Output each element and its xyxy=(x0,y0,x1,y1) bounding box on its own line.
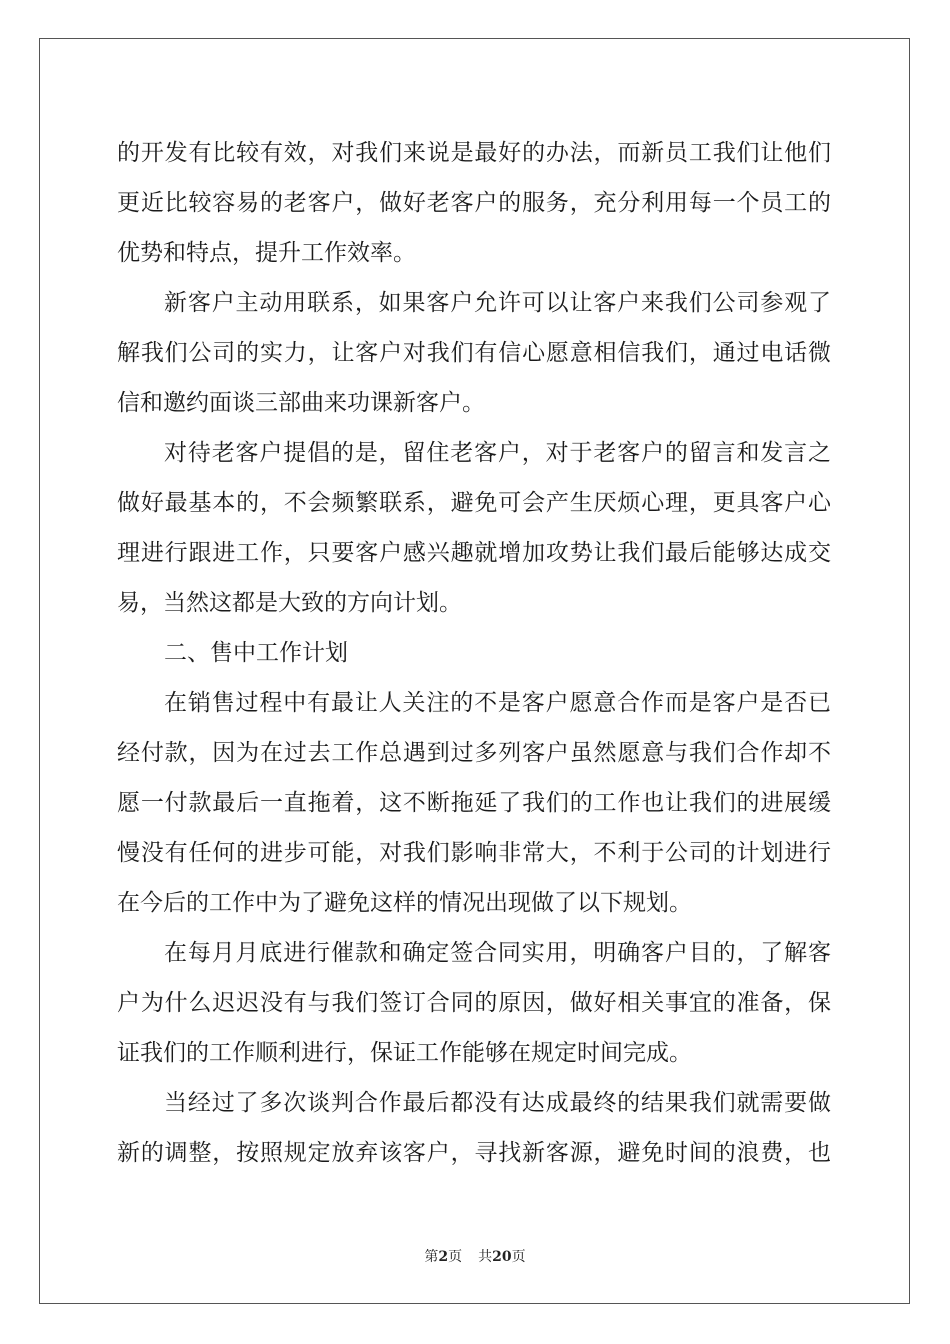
text-line: 二、售中工作计划 xyxy=(164,640,348,666)
text-line: 做好最基本的，不会频繁联系，避免可会产生厌烦心理，更具客户心 xyxy=(117,490,831,516)
text-line: 在每月月底进行催款和确定签合同实用，明确客户目的，了解客 xyxy=(164,940,831,966)
text-line: 户为什么迟迟没有与我们签订合同的原因，做好相关事宜的准备，保 xyxy=(117,990,831,1016)
text-line: 易，当然这都是大致的方向计划。 xyxy=(117,590,462,616)
text-line: 证我们的工作顺利进行，保证工作能够在规定时间完成。 xyxy=(117,1040,692,1066)
text-line: 对待老客户提倡的是，留住老客户，对于老客户的留言和发言之 xyxy=(164,440,831,466)
text-line: 的开发有比较有效，对我们来说是最好的办法，而新员工我们让他们 xyxy=(117,140,831,166)
footer-total-prefix: 共 xyxy=(478,1249,493,1265)
text-line: 优势和特点，提升工作效率。 xyxy=(117,240,416,266)
text-line: 当经过了多次谈判合作最后都没有达成最终的结果我们就需要做 xyxy=(164,1090,831,1116)
text-line: 愿一付款最后一直拖着，这不断拖延了我们的工作也让我们的进展缓 xyxy=(117,790,831,816)
text-line: 新的调整，按照规定放弃该客户，寻找新客源，避免时间的浪费，也 xyxy=(117,1140,831,1166)
footer-page-prefix: 第 xyxy=(424,1249,439,1265)
text-line: 在销售过程中有最让人关注的不是客户愿意合作而是客户是否已 xyxy=(164,690,831,716)
text-line: 慢没有任何的进步可能，对我们影响非常大，不利于公司的计划进行 xyxy=(117,840,831,866)
text-line: 新客户主动用联系，如果客户允许可以让客户来我们公司参观了 xyxy=(164,290,831,316)
footer-page-number: 2 xyxy=(438,1249,449,1265)
text-line: 解我们公司的实力，让客户对我们有信心愿意相信我们，通过电话微 xyxy=(117,340,831,366)
document-body xyxy=(117,128,831,1178)
footer-total-pages: 20 xyxy=(492,1249,512,1265)
page-footer xyxy=(0,1246,950,1266)
footer-page-suffix: 页 xyxy=(448,1249,463,1265)
text-line: 在今后的工作中为了避免这样的情况出现做了以下规划。 xyxy=(117,890,692,916)
text-line: 经付款，因为在过去工作总遇到过多列客户虽然愿意与我们合作却不 xyxy=(117,740,831,766)
text-line: 信和邀约面谈三部曲来功课新客户。 xyxy=(117,390,485,416)
text-line: 理进行跟进工作，只要客户感兴趣就增加攻势让我们最后能够达成交 xyxy=(117,540,831,566)
text-line: 更近比较容易的老客户，做好老客户的服务，充分利用每一个员工的 xyxy=(117,190,831,216)
footer-total-suffix: 页 xyxy=(511,1249,526,1265)
